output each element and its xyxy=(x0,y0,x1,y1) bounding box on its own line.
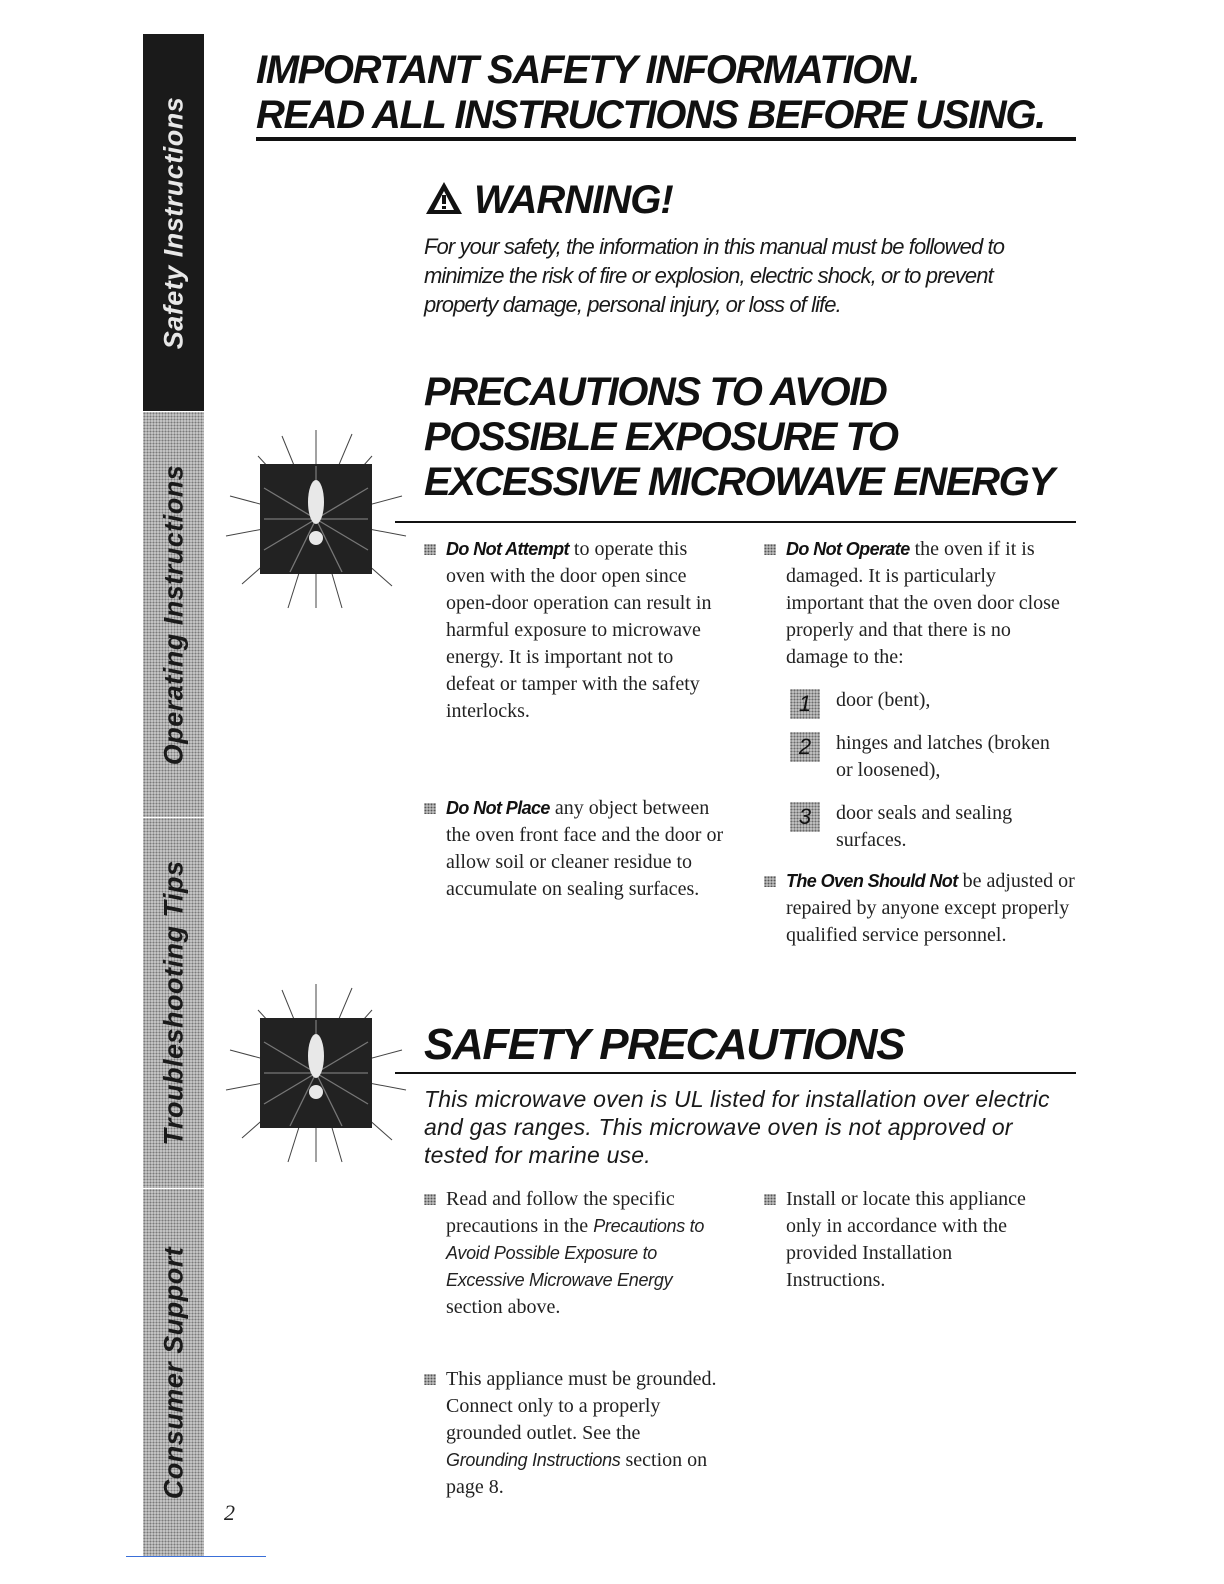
tab-label: Consumer Support xyxy=(158,1246,188,1500)
warning-triangle-icon xyxy=(424,180,464,216)
damage-item-3 xyxy=(790,800,1066,854)
tab-troubleshooting-tips[interactable] xyxy=(143,818,204,1189)
tab-operating-instructions[interactable] xyxy=(143,412,204,818)
section-tabs xyxy=(143,34,204,1557)
warning-title: WARNING! xyxy=(474,178,673,222)
safety-precautions-heading: SAFETY PRECAUTIONS xyxy=(424,1020,905,1069)
precaution-item-do-not-attempt xyxy=(424,536,724,725)
item-lead: Do Not Place xyxy=(446,798,550,818)
title-divider xyxy=(256,137,1076,141)
number-badge: 2 xyxy=(790,732,820,762)
item-text: the oven if it is damaged. It is particularly important that the oven door close properly and that there is no damage to the: xyxy=(786,538,1060,668)
bullet-icon xyxy=(424,1194,436,1205)
page-title-line2: READ ALL INSTRUCTIONS BEFORE USING. xyxy=(256,93,1045,137)
item-text: any object between the oven front face and the door or allow soil or cleaner residue to accumulate on sealing surfaces. xyxy=(446,797,724,900)
page-title xyxy=(256,48,1076,138)
safety-item-install xyxy=(764,1186,1034,1294)
tab-label: Safety Instructions xyxy=(158,96,188,349)
item-text: This appliance must be grounded. Connect only to a properly grounded outlet. See the xyxy=(446,1368,717,1444)
tab-consumer-support[interactable] xyxy=(143,1189,204,1558)
item-lead: Do Not Operate xyxy=(786,539,910,559)
damage-text: door (bent), xyxy=(836,689,931,711)
precautions-heading: PRECAUTIONS TO AVOID POSSIBLE EXPOSURE TO EXCESSIVE MICROWAVE ENERGY xyxy=(424,370,1054,504)
item-text: Read and follow the specific precautions in the xyxy=(446,1188,675,1237)
item-text: section on page 8. xyxy=(446,1449,708,1498)
safety-intro: This microwave oven is UL listed for installation over electric and gas ranges. This microwave oven is not approved or tested for marine use. xyxy=(424,1086,1050,1168)
warning-text: For your safety, the information in this manual must be followed to minimize the risk of fire or explosion, electric shock, or to prevent property damage, personal injury, or loss of life. xyxy=(424,234,1005,317)
starburst-exclamation-icon xyxy=(222,426,410,612)
page-number: 2 xyxy=(224,1500,235,1525)
item-text: Install or locate this appliance only in accordance with the provided Installation Instructions. xyxy=(786,1188,1026,1291)
bullet-icon xyxy=(424,1374,436,1385)
bullet-icon xyxy=(764,876,776,887)
item-lead: The Oven Should Not xyxy=(786,871,958,891)
page-title-line1: IMPORTANT SAFETY INFORMATION. xyxy=(256,48,920,92)
safety-item-read-follow xyxy=(424,1186,724,1321)
item-text: section above. xyxy=(446,1296,561,1318)
item-text: be adjusted or repaired by anyone except properly qualified service personnel. xyxy=(786,870,1075,946)
damage-item-1 xyxy=(790,687,1066,714)
warning-heading xyxy=(424,178,673,223)
tab-safety-instructions[interactable] xyxy=(143,34,204,412)
precaution-item-do-not-operate xyxy=(764,536,1076,671)
item-reference: Precautions to Avoid Possible Exposure to Excessive Microwave Energy xyxy=(446,1216,705,1290)
safety-item-grounded xyxy=(424,1366,724,1501)
precaution-item-oven-should-not xyxy=(764,868,1076,949)
bullet-icon xyxy=(764,544,776,555)
item-lead: Do Not Attempt xyxy=(446,539,569,559)
damage-item-2 xyxy=(790,730,1066,784)
bullet-icon xyxy=(424,544,436,555)
safety-divider xyxy=(395,1072,1076,1074)
item-reference: Grounding Instructions xyxy=(446,1450,621,1470)
number-badge: 3 xyxy=(790,802,820,832)
precaution-item-do-not-place xyxy=(424,795,724,903)
bullet-icon xyxy=(764,1194,776,1205)
starburst-exclamation-icon xyxy=(222,980,410,1166)
damage-text: door seals and sealing surfaces. xyxy=(836,802,1013,851)
tab-label: Operating Instructions xyxy=(158,464,188,765)
precautions-divider xyxy=(395,521,1076,523)
bullet-icon xyxy=(424,803,436,814)
item-text: to operate this oven with the door open since open-door operation can result in harmful exposure to microwave energy. It is important not to defeat or tamper with the safety interlocks. xyxy=(446,538,712,722)
tab-label: Troubleshooting Tips xyxy=(158,860,188,1146)
footer-link-underline xyxy=(126,1556,266,1557)
number-badge: 1 xyxy=(790,689,820,719)
damage-text: hinges and latches (broken or loosened), xyxy=(836,732,1050,781)
